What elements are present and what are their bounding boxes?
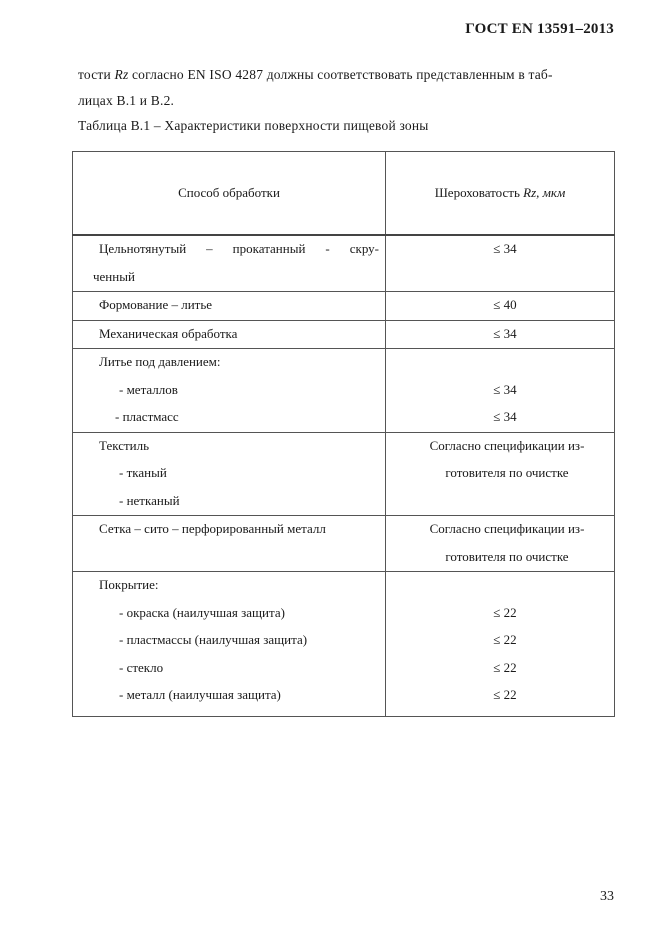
method-subline: - пластмассы (наилучшая защита) — [119, 632, 308, 647]
roughness-spec-text: Согласно спецификации из- — [429, 521, 585, 536]
roughness-cell — [386, 320, 615, 349]
intro-text-end: согласно EN ISO 4287 должны соответствовать представленным в таб- — [128, 67, 553, 82]
method-line: Механическая обработка — [99, 325, 238, 341]
method-subline: - окраска (наилучшая защита) — [119, 604, 285, 620]
method-subline: - нетканый — [119, 492, 180, 508]
roughness-cell — [386, 349, 615, 433]
table-row — [73, 292, 615, 321]
method-line: Формование – литье — [99, 297, 213, 312]
table-row — [73, 516, 615, 572]
method-subline: - пластмасс — [115, 409, 179, 424]
roughness-spec-text: готовителя по очистке — [445, 465, 569, 480]
roughness-cell — [386, 432, 615, 516]
column-header-roughness-label: Шероховатость — [434, 185, 524, 200]
table-row — [73, 572, 615, 717]
roughness-symbol: Rz — [114, 67, 129, 82]
method-cell — [73, 572, 386, 717]
roughness-cell — [386, 235, 615, 292]
method-subline: - металл (наилучшая защита) — [119, 687, 281, 702]
roughness-value: ≤ 34 — [493, 409, 517, 424]
table-row — [73, 432, 615, 516]
roughness-value: ≤ 34 — [493, 325, 517, 341]
column-header-roughness-unit: Rz, мкм — [523, 185, 566, 200]
roughness-spec-text: Согласно спецификации из- — [429, 437, 585, 453]
method-cell — [73, 292, 386, 321]
table-caption: Таблица В.1 – Характеристики поверхности пищевой зоны — [78, 118, 429, 133]
table-header-row — [73, 152, 615, 236]
method-line-empty — [73, 544, 385, 572]
method-line: Сетка – сито – перфорированный металл — [99, 521, 326, 536]
surface-characteristics-table — [72, 151, 615, 717]
intro-text-start: тости — [78, 67, 115, 82]
method-line: Покрытие: — [99, 577, 159, 592]
method-subline: - тканый — [119, 465, 167, 480]
intro-paragraph — [78, 62, 616, 114]
method-line: Цельнотянутый – прокатанный - скру- — [99, 241, 379, 256]
table-row — [73, 235, 615, 292]
document-header: ГОСТ EN 13591–2013 — [465, 21, 614, 37]
roughness-value: ≤ 40 — [493, 297, 517, 312]
roughness-value: ≤ 22 — [493, 604, 517, 620]
roughness-value: ≤ 34 — [493, 381, 517, 397]
roughness-spec-text: готовителя по очистке — [445, 548, 569, 564]
method-cell — [73, 235, 386, 292]
column-header-method: Способ обработки — [73, 152, 386, 236]
intro-text-line2: лицах В.1 и В.2. — [78, 93, 175, 108]
method-cell — [73, 432, 386, 516]
method-line: Литье под давлением: — [99, 354, 221, 369]
roughness-value: ≤ 22 — [493, 659, 517, 675]
method-subline: - стекло — [119, 659, 164, 675]
table-row — [73, 320, 615, 349]
method-line: ченный — [93, 268, 135, 284]
method-cell — [73, 349, 386, 433]
roughness-value — [386, 349, 614, 377]
roughness-value — [386, 572, 614, 600]
roughness-cell — [386, 572, 615, 717]
method-cell — [73, 516, 386, 572]
page-number: 33 — [600, 889, 614, 904]
method-line: Текстиль — [99, 437, 150, 453]
roughness-cell — [386, 292, 615, 321]
roughness-cell — [386, 516, 615, 572]
roughness-value: ≤ 22 — [493, 687, 517, 702]
column-header-roughness — [386, 152, 615, 236]
roughness-value: ≤ 34 — [493, 241, 517, 256]
method-cell — [73, 320, 386, 349]
roughness-value: ≤ 22 — [493, 632, 517, 647]
method-subline: - металлов — [119, 381, 178, 397]
table-row — [73, 349, 615, 433]
